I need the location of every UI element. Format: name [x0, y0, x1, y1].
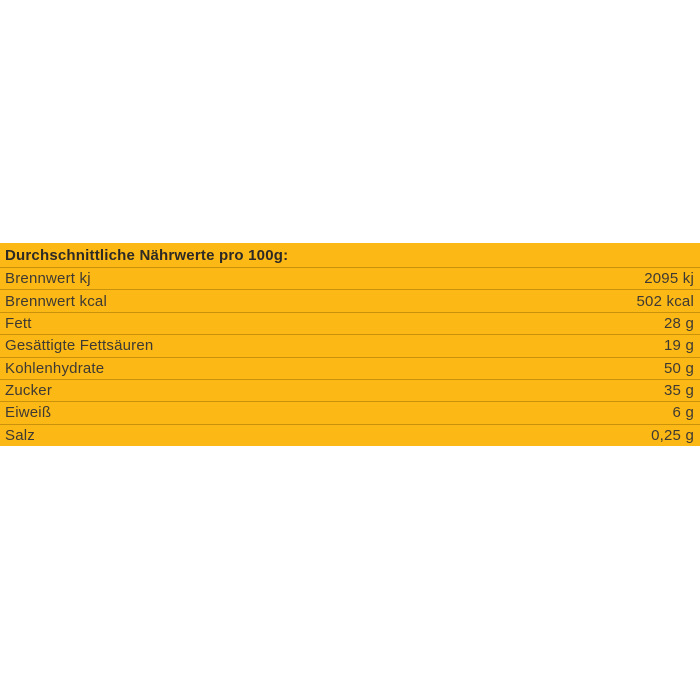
table-row	[0, 312, 700, 334]
table-row	[0, 289, 700, 311]
row-label: Gesättigte Fettsäuren	[5, 337, 154, 355]
table-row	[0, 379, 700, 401]
row-label: Kohlenhydrate	[5, 359, 105, 377]
row-value: 35 g	[664, 382, 694, 400]
table-header-row	[0, 243, 700, 267]
row-label: Eiweiß	[5, 404, 52, 422]
table-title: Durchschnittliche Nährwerte pro 100g:	[5, 246, 289, 264]
row-value: 19 g	[664, 337, 694, 355]
row-label: Salz	[5, 426, 35, 444]
row-label: Brennwert kj	[5, 270, 91, 288]
row-value: 50 g	[664, 359, 694, 377]
nutrition-table	[0, 243, 700, 446]
row-value: 0,25 g	[651, 426, 694, 444]
row-label: Fett	[5, 314, 32, 332]
row-value: 28 g	[664, 314, 694, 332]
table-row	[0, 424, 700, 446]
row-label: Zucker	[5, 382, 53, 400]
row-value: 6 g	[672, 404, 694, 422]
table-row	[0, 401, 700, 423]
table-row	[0, 334, 700, 356]
table-row	[0, 357, 700, 379]
row-value: 2095 kj	[644, 270, 694, 288]
table-row	[0, 267, 700, 289]
row-value: 502 kcal	[636, 292, 694, 310]
row-label: Brennwert kcal	[5, 292, 108, 310]
